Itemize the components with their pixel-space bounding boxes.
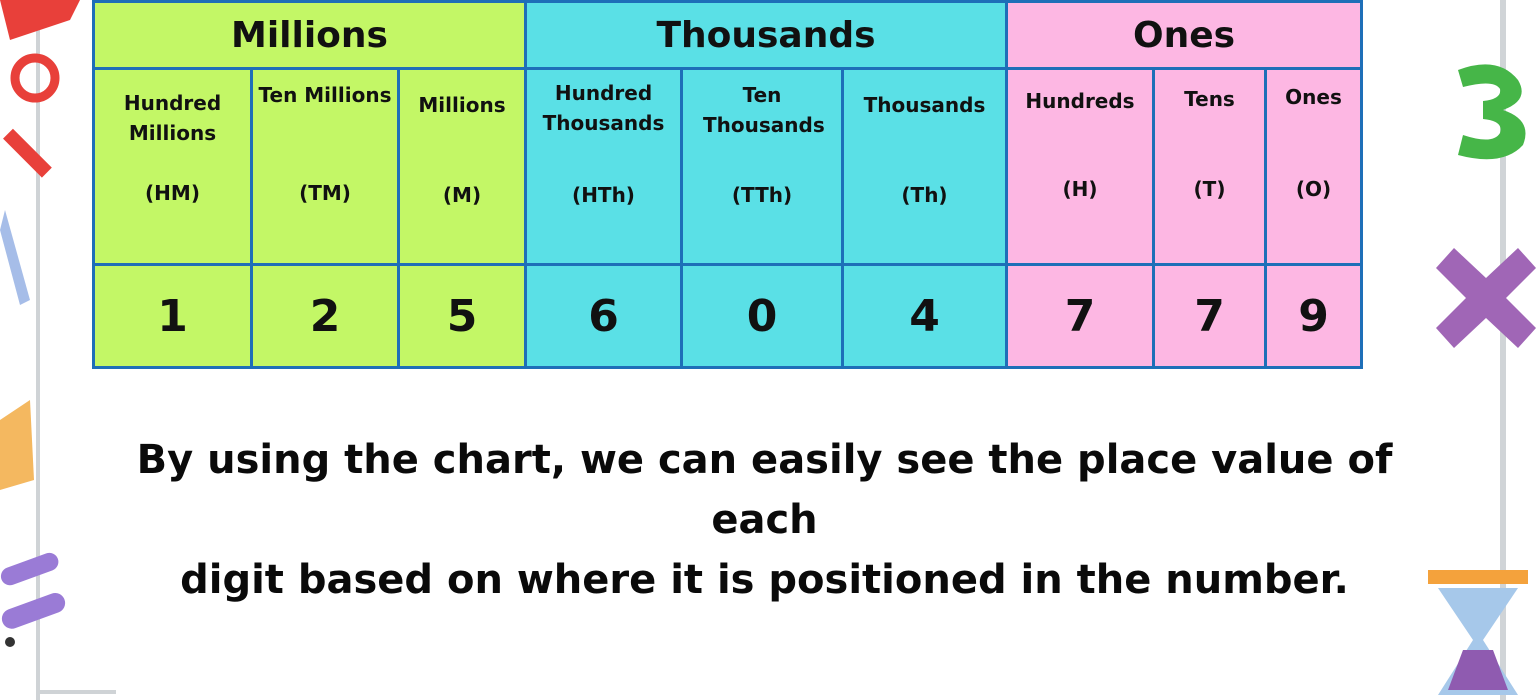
place-abbreviation: (O)	[1295, 177, 1332, 201]
place-header-ten-thousands	[682, 69, 843, 265]
digit-cell: 7	[1154, 265, 1266, 368]
place-abbreviation: (TM)	[299, 181, 351, 205]
group-ones-header: Ones	[1007, 2, 1362, 69]
place-header-ten-millions	[252, 69, 399, 265]
place-header-hundreds	[1007, 69, 1154, 265]
place-header-hundred-millions	[94, 69, 252, 265]
number-three-icon	[1438, 55, 1536, 165]
hourglass-icon	[1428, 570, 1536, 700]
place-name: Tens	[1184, 87, 1235, 111]
place-name: Millions	[418, 93, 506, 117]
place-abbreviation: (Th)	[901, 183, 948, 207]
place-name: Ones	[1285, 85, 1342, 109]
place-name: Hundred Thousands	[542, 81, 665, 135]
digit-cell: 1	[94, 265, 252, 368]
digit-cell: 9	[1266, 265, 1362, 368]
group-thousands-header: Thousands	[526, 2, 1007, 69]
digit-cell: 6	[526, 265, 682, 368]
place-name-row	[94, 69, 1362, 265]
place-header-hundred-thousands	[526, 69, 682, 265]
multiplication-sign-icon	[1436, 240, 1536, 355]
place-header-ones	[1266, 69, 1362, 265]
caption-line-2: digit based on where it is positioned in the number.	[180, 557, 1349, 603]
pencil-icon	[0, 210, 40, 340]
place-name: Thousands	[863, 93, 986, 117]
group-millions-header: Millions	[94, 2, 526, 69]
scissors-icon	[0, 0, 92, 200]
digit-cell: 0	[682, 265, 843, 368]
place-header-thousands	[843, 69, 1007, 265]
place-abbreviation: (TTh)	[731, 183, 793, 207]
pencil-tip-icon	[0, 400, 40, 510]
place-header-tens	[1154, 69, 1266, 265]
caption-line-1: By using the chart, we can easily see the place value of each	[136, 437, 1393, 543]
group-header-row	[94, 2, 1362, 69]
digit-cell: 5	[399, 265, 526, 368]
place-abbreviation: (M)	[442, 183, 482, 207]
paper-clip-icon	[0, 550, 70, 650]
digit-cell: 4	[843, 265, 1007, 368]
place-name: Ten Millions	[258, 83, 392, 107]
place-value-chart	[92, 0, 1363, 369]
place-abbreviation: (HM)	[145, 181, 200, 205]
place-name: Ten Thousands	[703, 83, 825, 137]
place-abbreviation: (T)	[1193, 177, 1226, 201]
place-header-millions	[399, 69, 526, 265]
place-abbreviation: (H)	[1062, 177, 1098, 201]
frame-bottom-border	[36, 690, 116, 694]
place-name: Hundred Millions	[123, 91, 222, 145]
place-abbreviation: (HTh)	[572, 183, 635, 207]
digit-row	[94, 265, 1362, 368]
digit-cell: 2	[252, 265, 399, 368]
digit-cell: 7	[1007, 265, 1154, 368]
place-name: Hundreds	[1025, 89, 1135, 113]
explanation-caption	[92, 430, 1437, 610]
